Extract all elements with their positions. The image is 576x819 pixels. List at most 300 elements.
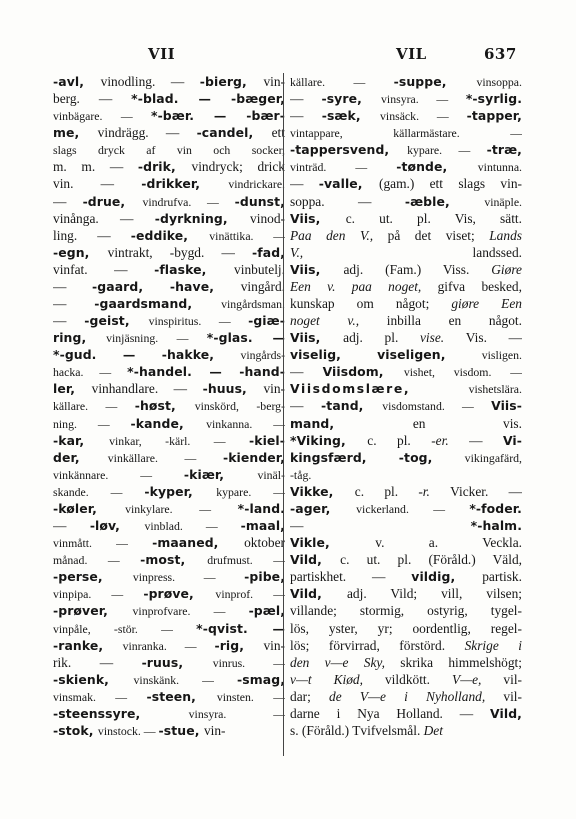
gloss: oktober <box>244 535 285 551</box>
headword: mand, <box>290 415 413 431</box>
dictionary-line <box>53 551 285 568</box>
dictionary-line <box>290 380 522 397</box>
headword: -kar, <box>53 432 110 448</box>
gloss: kypare. — <box>407 143 487 158</box>
headword: -ruus, <box>141 654 213 670</box>
headword: -steenssyre, <box>53 705 189 721</box>
headword: *-gud. — -hakke, <box>53 347 241 363</box>
headword: Vikke, <box>290 483 355 499</box>
headword: *-handel. — -hand- <box>127 364 285 380</box>
headword: -stok, <box>53 722 98 738</box>
gloss: vingårdsman. <box>221 297 285 312</box>
gloss: soppa. — <box>290 193 405 209</box>
headword: -køler, <box>53 500 126 516</box>
dictionary-line <box>290 73 522 90</box>
example: v—t Kiød, <box>290 671 385 687</box>
gloss: c. ut. pl. (Föråld.) Väld, <box>340 552 522 568</box>
gloss: — <box>53 296 95 312</box>
column-divider <box>283 73 284 756</box>
dictionary-line <box>53 312 285 329</box>
headword: Vild, <box>490 705 522 721</box>
headword: -kiender, <box>222 449 285 465</box>
gloss: c. ut. pl. Vis, sätt. <box>345 210 522 226</box>
gloss: vindrägg. — <box>97 125 197 141</box>
gloss: visligen. <box>481 348 522 363</box>
dictionary-line <box>290 671 522 688</box>
example: den v—e Sky, <box>290 654 401 670</box>
example: giøre Een <box>451 296 522 312</box>
headword: -pæl, <box>248 603 285 619</box>
dictionary-line <box>53 107 285 124</box>
gloss: skande. — <box>53 484 145 499</box>
dictionary-line <box>290 415 522 432</box>
gloss: vinjäsning. — <box>106 331 207 346</box>
gloss: kypare. — <box>216 484 285 499</box>
dictionary-line <box>290 141 522 158</box>
headword: kingsfærd, -tog, <box>290 449 465 465</box>
gloss: Vicker. — <box>450 483 522 499</box>
gloss: vikingafärd, <box>464 450 522 465</box>
gloss: ling. — <box>53 227 131 243</box>
headword: -tappersvend, <box>290 142 408 158</box>
dictionary-line <box>53 278 285 295</box>
gloss: — <box>53 278 93 294</box>
gloss: månad. — <box>53 553 141 568</box>
dictionary-line <box>53 261 285 278</box>
dictionary-line <box>290 346 522 363</box>
dictionary-line <box>53 329 285 346</box>
headword: -æble, <box>404 193 485 209</box>
headword: -prøver, <box>53 603 133 619</box>
headword: -kiel- <box>248 432 285 448</box>
gloss: vingårds- <box>240 348 285 363</box>
gloss: dar; <box>290 688 330 704</box>
dictionary-line <box>290 397 522 414</box>
gloss: vinsäck. — <box>380 109 467 124</box>
gloss: v. a. Veckla. <box>375 535 522 551</box>
gloss: m. m. — <box>53 159 138 175</box>
dictionary-line <box>290 175 522 192</box>
example: noget v., <box>290 313 387 329</box>
headword: Vild, <box>290 586 347 602</box>
dictionary-line <box>53 654 285 671</box>
headword: -sæk, <box>321 108 381 124</box>
headword: Viis, <box>290 210 346 226</box>
headword: Vi- <box>502 432 522 448</box>
dictionary-line <box>53 466 285 483</box>
dictionary-line <box>290 637 522 654</box>
headword: -høst, <box>134 398 195 414</box>
gloss: vinäple. <box>484 194 522 209</box>
gloss: vinrus. — <box>212 655 285 670</box>
headword: -tapper, <box>466 108 522 124</box>
example: -er. <box>431 432 470 448</box>
headword: -ranke, <box>53 637 123 653</box>
headword: *-syrlig. <box>465 91 522 107</box>
dictionary-line <box>53 637 285 654</box>
gloss: vintappare, källarmästare. — <box>290 126 522 141</box>
dictionary-line <box>290 688 522 705</box>
gloss: c. pl. <box>367 432 432 448</box>
gloss: vickerland. — <box>356 501 470 516</box>
dictionary-line <box>290 449 522 466</box>
gloss: vinprof. — <box>215 587 285 602</box>
dictionary-line <box>290 90 522 107</box>
gloss: adj. Vild; vill, vilsen; <box>346 586 522 602</box>
dictionary-line <box>290 432 522 449</box>
gloss: vinsten. — <box>216 689 285 704</box>
headword: me, <box>53 125 98 141</box>
dictionary-line <box>290 466 522 483</box>
gloss: vinkylare. — <box>125 501 238 516</box>
dictionary-line <box>290 227 522 244</box>
dictionary-line <box>290 602 522 619</box>
dictionary-line <box>53 227 285 244</box>
gloss: ett <box>271 125 285 141</box>
headword: -gaard, -have, <box>92 278 241 294</box>
dictionary-line <box>290 261 522 278</box>
gloss: vinodling. — <box>100 74 200 89</box>
gloss: — <box>290 176 319 192</box>
dictionary-line <box>53 141 285 158</box>
headword: -most, <box>140 552 208 568</box>
gloss: vinbutelj. <box>234 261 285 277</box>
page-number: 637 <box>484 45 517 63</box>
dictionary-line <box>53 73 285 90</box>
gloss: vinskänk. — <box>133 672 238 687</box>
example: vise. <box>419 330 466 346</box>
gloss: vin- <box>203 722 226 738</box>
dictionary-line <box>53 722 285 739</box>
example: Paa den V., <box>290 227 388 243</box>
example: Skrige i <box>464 637 522 653</box>
gloss: vin. — <box>53 176 142 192</box>
gloss: — <box>290 398 322 414</box>
gloss: källare. — <box>290 75 394 89</box>
gloss: vinsyra. — <box>381 92 466 107</box>
dictionary-line <box>53 449 285 466</box>
headword: *-halm. <box>470 518 522 534</box>
gloss: vinspiritus. — <box>148 314 249 329</box>
left-column <box>53 73 285 739</box>
gloss: vinod- <box>250 210 285 226</box>
gloss: villande; stormig, ostyrig, tygel- <box>290 603 522 619</box>
headword: -huus, <box>202 381 264 397</box>
headword: -tand, <box>321 398 383 414</box>
dictionary-line <box>53 380 285 397</box>
headword: -prøve, <box>143 586 216 602</box>
headword: -drue, <box>82 193 143 209</box>
gloss: drufmust. — <box>207 553 285 568</box>
headword: -perse, <box>53 569 133 585</box>
dictionary-line <box>290 193 522 210</box>
gloss: — <box>53 313 85 329</box>
gloss: vinkällare. — <box>107 450 223 465</box>
gloss: vinånga. — <box>53 210 155 226</box>
headword: -løv, <box>89 518 145 534</box>
dictionary-line <box>290 329 522 346</box>
gloss: vil- <box>503 688 522 704</box>
gloss: vingård. <box>240 278 285 294</box>
headword: -ager, <box>290 500 357 516</box>
gloss: — <box>290 518 471 534</box>
gloss: visdomstand. — <box>382 399 492 414</box>
gloss: darne i Nya Holland. — <box>290 705 491 721</box>
headword: ler, <box>53 381 92 397</box>
dictionary-line <box>290 722 522 739</box>
gloss: vinfat. — <box>53 261 155 277</box>
dictionary-line <box>53 415 285 432</box>
headword: *-land. <box>237 500 285 516</box>
gloss: vinättika. — <box>209 228 285 243</box>
dictionary-line <box>53 602 285 619</box>
headword: -kande, <box>130 415 207 431</box>
example: V., <box>290 244 473 260</box>
headword: -bierg, <box>199 74 264 89</box>
gloss: vindrickare. <box>228 177 285 192</box>
headword: -maaned, <box>152 535 245 551</box>
headword: Viis, <box>290 261 344 277</box>
dictionary-line <box>290 244 522 261</box>
dictionary-line <box>53 193 285 210</box>
gloss: vin- <box>263 381 285 397</box>
gloss: vinkännare. — <box>53 467 184 482</box>
gloss: vindryck; drick <box>191 159 285 175</box>
headword: -geist, <box>84 313 149 329</box>
gloss: lös, yster, yr; oordentlig, regel- <box>290 620 522 636</box>
dictionary-line <box>290 278 522 295</box>
gloss: vinpipa. — <box>53 587 144 602</box>
dictionary-line <box>53 705 285 722</box>
headword: ring, <box>53 330 107 346</box>
dictionary-line <box>290 483 522 500</box>
gloss: på det viset; <box>387 227 490 243</box>
right-column <box>290 73 522 739</box>
dictionary-line <box>290 705 522 722</box>
dictionary-line <box>290 107 522 124</box>
dictionary-line <box>53 688 285 705</box>
headword: vildig, <box>411 569 483 585</box>
dictionary-line <box>53 295 285 312</box>
gloss: vin- <box>263 74 285 89</box>
headword: *-bær. — -bær- <box>150 108 285 124</box>
example: Giøre <box>491 261 522 277</box>
gloss: landssed. <box>472 244 522 260</box>
dictionary-line <box>53 124 285 141</box>
dictionary-line <box>53 158 285 175</box>
dictionary-line <box>53 244 285 261</box>
gloss: hacka. — <box>53 365 128 380</box>
headword: -giæ- <box>248 313 285 329</box>
headword: -smag, <box>237 671 285 687</box>
dictionary-line <box>290 124 522 141</box>
gloss: ning. — <box>53 416 131 431</box>
headword: -candel, <box>196 125 272 141</box>
dictionary-line <box>53 210 285 227</box>
headword: -flaske, <box>154 261 235 277</box>
dictionary-line <box>53 90 285 107</box>
dictionary-line <box>53 534 285 551</box>
headword: Viisdom, <box>322 364 404 380</box>
gloss: (gam.) ett slags vin- <box>378 176 522 192</box>
example: Det <box>423 722 443 738</box>
headword: -valle, <box>318 176 379 192</box>
example: de V—e i Nyholland, <box>329 688 504 704</box>
gloss: vinpåle, -stör. — <box>53 621 197 636</box>
dictionary-line <box>290 654 522 671</box>
dictionary-line <box>53 517 285 534</box>
dictionary-line <box>290 620 522 637</box>
gloss: — <box>53 518 90 534</box>
gloss: vinsoppa. <box>476 75 522 89</box>
gloss: vinträd. — <box>290 160 397 175</box>
headword: -gaardsmand, <box>94 296 222 312</box>
headword: -dyrkning, <box>154 210 251 226</box>
gloss: — <box>290 91 322 107</box>
gloss: vinpress. — <box>132 570 245 585</box>
gloss: vinhandlare. — <box>91 381 203 397</box>
gloss: vinblad. — <box>144 519 241 534</box>
headword: der, <box>53 449 108 465</box>
headword: viselig, viseligen, <box>290 347 482 363</box>
gloss: adj. (Fam.) Viss. <box>343 261 492 277</box>
headword: -rig, <box>214 637 264 653</box>
dictionary-line <box>290 585 522 602</box>
gloss: vinstock. — <box>97 723 159 738</box>
gloss: gifva besked, <box>437 278 522 294</box>
headword: -kyper, <box>144 483 217 499</box>
dictionary-line <box>53 397 285 414</box>
headword: -drik, <box>137 159 192 175</box>
headword: *Viking, <box>290 432 368 448</box>
gloss: vinskörd, -berg- <box>194 399 285 414</box>
headword: Vikle, <box>290 535 376 551</box>
example: V—e, <box>452 671 504 687</box>
dictionary-line <box>53 175 285 192</box>
gloss: s. (Föråld.) Tvifvelsmål. <box>290 722 424 738</box>
headword: -fad, <box>252 244 285 260</box>
gloss: — <box>469 432 503 448</box>
gloss: vintrakt, -bygd. — <box>107 244 253 260</box>
gloss: vildkött. <box>384 671 453 687</box>
dictionary-line <box>290 158 522 175</box>
headword: Viis, <box>290 330 344 346</box>
headword: Viis- <box>491 398 522 414</box>
headword: *-blad. — -bæger, <box>131 91 285 107</box>
dictionary-line <box>53 346 285 363</box>
headword: *-foder. <box>469 500 522 516</box>
headword: -stue, <box>158 722 204 738</box>
dictionary-line <box>290 517 522 534</box>
dictionary-line <box>53 568 285 585</box>
gloss: vishetslära. <box>468 382 522 397</box>
gloss: en vis. <box>412 415 522 431</box>
gloss: vil- <box>503 671 522 687</box>
gloss: inbilla en något. <box>386 313 522 329</box>
gloss: — <box>290 108 322 124</box>
headword: -tønde, <box>396 159 478 175</box>
gloss: vishet, visdom. — <box>403 365 522 380</box>
headword: -suppe, <box>393 74 477 89</box>
dictionary-line <box>53 363 285 380</box>
headword: -træ, <box>486 142 522 158</box>
headword: -syre, <box>321 91 382 107</box>
gloss: vinäl- <box>257 467 285 482</box>
dictionary-line <box>290 551 522 568</box>
gloss: källare. — <box>53 399 135 414</box>
dictionary-line <box>53 620 285 637</box>
headword: *-qvist. — <box>196 620 285 636</box>
gloss: — <box>53 193 83 209</box>
dictionary-line <box>290 568 522 585</box>
gloss: vinranka. — <box>122 638 215 653</box>
dictionary-line <box>53 432 285 449</box>
gloss: vintunna. <box>477 160 522 175</box>
headword: Viisdomslære, <box>290 381 469 397</box>
dictionary-line <box>53 500 285 517</box>
dictionary-line <box>53 483 285 500</box>
gloss: vin- <box>263 637 285 653</box>
gloss: adj. pl. <box>343 330 420 346</box>
gloss: vinsyra. — <box>188 706 285 721</box>
headword: -steen, <box>146 688 217 704</box>
gloss: partisk. <box>482 569 522 585</box>
dictionary-line <box>290 363 522 380</box>
gloss: vinbägare. — <box>53 109 151 124</box>
dictionary-line <box>290 500 522 517</box>
headword: -drikker, <box>141 176 229 192</box>
gloss: rik. — <box>53 654 142 670</box>
gloss: kunskap om något; <box>290 296 452 312</box>
gloss: vinprofvare. — <box>132 604 249 619</box>
headword: -skienk, <box>53 671 134 687</box>
gloss: c. pl. <box>354 483 419 499</box>
gloss: skrika himmelshögt; <box>400 654 522 670</box>
gloss: vinmått. — <box>53 536 153 551</box>
gloss: berg. — <box>53 91 132 107</box>
example: -r. <box>418 483 451 499</box>
dictionary-line <box>53 671 285 688</box>
gloss: vinsmak. — <box>53 689 147 704</box>
section-heading: VIL <box>396 45 427 63</box>
example: Lands <box>489 227 522 243</box>
gloss: — <box>290 364 323 380</box>
dictionary-line <box>290 295 522 312</box>
dictionary-line <box>290 534 522 551</box>
gloss: Vis. — <box>465 330 522 346</box>
example: Een v. paa noget, <box>290 278 438 294</box>
left-page-number: VII <box>148 45 176 63</box>
headword: -maal, <box>240 518 285 534</box>
gloss: -tåg. <box>290 467 312 482</box>
headword: *-glas. — <box>206 330 285 346</box>
headword: -kiær, <box>183 466 258 482</box>
gloss: vindrufva. — <box>142 194 235 209</box>
dictionary-line <box>53 585 285 602</box>
gloss: partiskhet. — <box>290 569 412 585</box>
dictionary-line <box>290 312 522 329</box>
gloss: vinkanna. — <box>206 416 285 431</box>
gloss: slags dryck af vin och socker, <box>53 143 285 158</box>
headword: -dunst, <box>234 193 285 209</box>
headword: Vild, <box>290 552 341 568</box>
headword: -avl, <box>53 74 101 89</box>
dictionary-line <box>290 210 522 227</box>
headword: -egn, <box>53 244 108 260</box>
gloss: vinkar, -kärl. — <box>109 433 249 448</box>
headword: -pibe, <box>244 569 285 585</box>
gloss: lös; förvirrad, förstörd. <box>290 637 465 653</box>
